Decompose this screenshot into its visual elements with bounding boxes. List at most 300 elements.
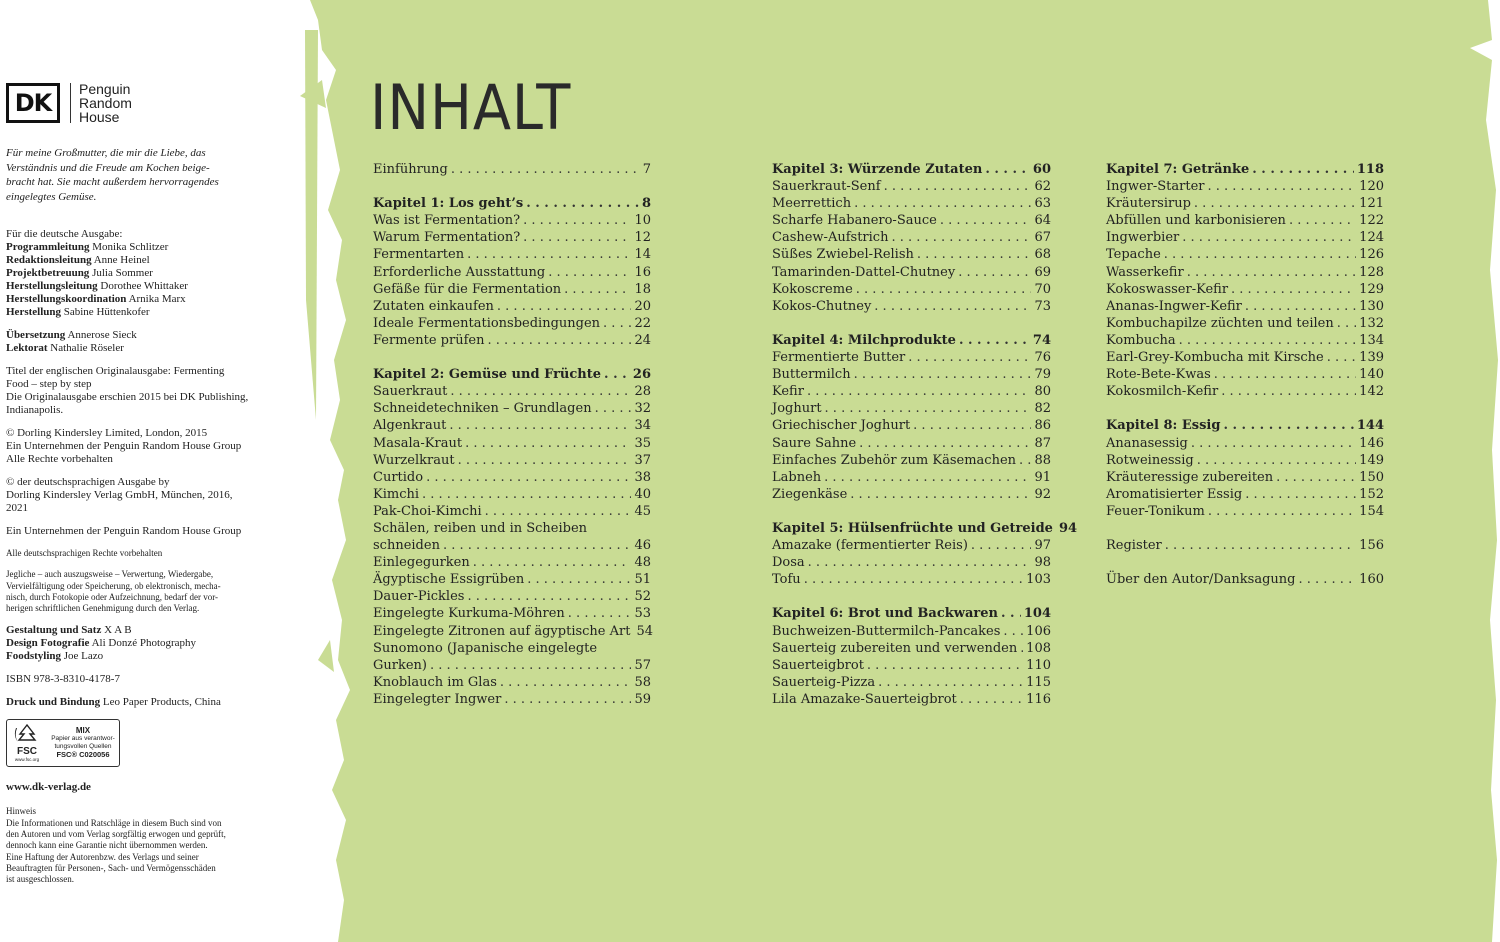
toc-page-number: 12 [634,230,651,246]
disclaimer-line: dennoch kann eine Garantie nicht übernommen werden. [6,840,208,851]
toc-entry-title: Curtido [373,469,424,485]
toc-page-number: 62 [1034,179,1051,195]
toc-entry-title: Dauer-Pickles [373,589,465,605]
toc-entry-title: Kapitel 5: Hülsenfrüchte und Getreide [772,520,1053,536]
dedication-line: Für meine Großmutter, die mir die Liebe, das [6,147,206,159]
toc-leader-dots [548,264,631,281]
toc-page-number: 104 [1023,606,1051,622]
toc-entry-title: Kapitel 1: Los geht’s [373,196,524,212]
info-line: Indianapolis. [6,404,64,416]
toc-entry-title: Kräuteressige zubereiten [1106,469,1274,485]
toc-entry [772,417,1051,434]
toc-entry [772,281,1051,298]
toc-page-number: 82 [1034,401,1051,417]
toc-entry [373,161,651,178]
toc-leader-dots [1208,503,1356,520]
toc-entry [373,623,651,640]
toc-leader-dots [884,178,1032,195]
original-title-info [6,365,281,417]
credit-line: Redaktionsleitung Anne Heinel [6,254,150,266]
toc-page-number: 144 [1356,418,1384,434]
toc-entry [772,435,1051,452]
toc-leader-dots [917,246,1032,263]
toc-entry [772,469,1051,486]
toc-leader-dots [1164,246,1356,263]
toc-entry-title: Kokoscreme [772,281,853,297]
toc-column-3 [1106,161,1384,588]
toc-entry [373,520,651,537]
toc-page-number: 80 [1034,384,1051,400]
toc-entry [1106,486,1384,503]
toc-page-number: 20 [634,298,651,314]
toc-page-number: 14 [634,247,651,263]
credit-line: Projektbetreuung Julia Sommer [6,267,153,279]
toc-entry [772,212,1051,229]
toc-entry-title: Wurzelkraut [373,452,455,468]
toc-page-number: 132 [1359,315,1384,331]
toc-page-number: 51 [634,572,651,588]
toc-page-number: 53 [634,606,651,622]
toc-entry-title: Warum Fermentation? [373,230,521,246]
toc-entry-title: Kräutersirup [1106,196,1191,212]
toc-entry [772,400,1051,417]
credit-line: Herstellungskoordination Arnika Marx [6,293,186,305]
toc-entry [1106,452,1384,469]
toc-entry-title: Zutaten einkaufen [373,298,494,314]
toc-page-number: 142 [1359,384,1384,400]
toc-leader-dots [1207,178,1356,195]
toc-entry [772,178,1051,195]
toc-leader-dots [808,554,1032,571]
toc-entry [772,623,1051,640]
toc-entry [373,640,651,657]
toc-leader-dots [940,212,1032,229]
toc-entry-title: Ideale Fermentationsbedingungen [373,315,601,331]
toc-entry-title: Eingelegter Ingwer [373,691,502,707]
toc-leader-dots [467,246,631,263]
toc-entry-title: Gefäße für die Fermentation [373,281,562,297]
toc-entry-title: Joghurt [772,401,822,417]
toc-leader-dots [1019,452,1031,469]
toc-chapter-heading [772,605,1051,622]
penguin-random-house-logo [79,82,132,124]
toc-entry-title: Einfaches Zubehör zum Käsemachen [772,452,1017,468]
toc-entry [772,571,1051,588]
toc-page-number: 64 [1034,213,1051,229]
toc-entry-title: Kapitel 8: Essig [1106,418,1221,434]
toc-page-number: 54 [636,623,653,639]
info-line: Dorling Kindersley Verlag GmbH, München, 2016, [6,489,233,501]
toc-entry [772,195,1051,212]
toc-entry [772,246,1051,263]
toc-chapter-heading [1106,417,1384,434]
fsc-site: www.fsc.org [14,757,40,763]
toc-chapter-heading [772,332,1051,349]
credit-line: Herstellungsleitung Dorothee Whittaker [6,280,188,292]
toc-page-number: 156 [1359,538,1384,554]
toc-entry [1106,537,1384,554]
copyright-de [6,476,281,515]
toc-leader-dots [1179,332,1357,349]
toc-entry [772,657,1051,674]
toc-entry-title: Kombuchapilze züchten und teilen [1106,315,1334,331]
disclaimer [6,806,281,885]
rights-line: Alle deutschsprachigen Rechte vorbehalten [6,548,163,558]
credit-line: Übersetzung Annerose Sieck [6,329,137,341]
toc-page-number: 59 [634,691,651,707]
toc-entry [1106,212,1384,229]
toc-leader-dots [959,332,1030,349]
fsc-line: Papier aus verantwor- [51,735,115,743]
toc-entry-title: Tofu [772,572,801,588]
toc-entry [1106,469,1384,486]
toc-page-number: 140 [1359,367,1384,383]
toc-page-number: 160 [1359,572,1384,588]
toc-leader-dots [985,161,1030,178]
toc-leader-dots [1214,366,1356,383]
copyright-uk [6,427,281,466]
fsc-label: FSC [17,746,37,758]
toc-page-number: 46 [634,538,651,554]
toc-page-number: 57 [634,657,651,673]
toc-page-number: 73 [1034,298,1051,314]
toc-leader-dots [458,452,632,469]
toc-entry [373,588,651,605]
disclaimer-title: Hinweis [6,806,36,817]
toc-entry-title: Kapitel 4: Milchprodukte [772,332,956,348]
toc-leader-dots [604,366,630,383]
toc-leader-dots [1223,417,1353,434]
toc-leader-dots [568,605,632,622]
disclaimer-line: Die Informationen und Ratschläge in diesem Buch sind von [6,817,222,828]
toc-entry-title: Buttermilch [772,367,851,383]
toc-entry [373,657,651,674]
toc-leader-dots [913,417,1031,434]
toc-chapter-heading [373,195,651,212]
info-line: Ein Unternehmen der Penguin Random House Group [6,440,242,452]
toc-entry-title: Fermentierte Butter [772,350,906,366]
toc-entry-title: Kimchi [373,486,420,502]
toc-page-number: 68 [1034,247,1051,263]
toc-page-number: 120 [1359,179,1384,195]
toc-entry [772,264,1051,281]
toc-page-number: 94 [1058,520,1078,536]
credit-line: Programmleitung Monika Schlitzer [6,241,169,253]
toc-leader-dots [891,229,1031,246]
toc-entry-title: Eingelegte Zitronen auf ägyptische Art [373,623,631,639]
fsc-mix: MIX [75,726,91,736]
toc-page-number: 76 [1034,350,1051,366]
toc-leader-dots [1327,349,1356,366]
toc-entry-title: Aromatisierter Essig [1106,486,1243,502]
toc-leader-dots [1003,623,1023,640]
toc-entry-title: Saure Sahne [772,435,857,451]
toc-entry-title: Sauerteig zubereiten und verwenden [772,640,1018,656]
toc-chapter-heading [1106,161,1384,178]
toc-page-number: 58 [634,674,651,690]
toc-leader-dots [449,417,631,434]
logo-line: Random [79,95,132,111]
toc-entry [1106,503,1384,520]
toc-spacer [772,503,1051,520]
fsc-line: tungsvollen Quellen [54,743,112,751]
toc-entry [373,264,651,281]
toc-page-number: 24 [634,332,651,348]
toc-entry-title: Ananasessig [1106,435,1188,451]
toc-page-number: 97 [1034,538,1051,554]
website-link: www.dk-verlag.de [6,781,91,794]
toc-page-number: 98 [1034,555,1051,571]
toc-page-number: 60 [1032,162,1051,177]
publisher-logo [6,80,281,126]
toc-leader-dots [430,657,631,674]
toc-leader-dots [856,281,1032,298]
toc-entry-title: Feuer-Tonikum [1106,503,1205,519]
toc-leader-dots [523,212,631,229]
toc-entry [1106,298,1384,315]
toc-entry-title: Pak-Choi-Kimchi [373,503,482,519]
toc-leader-dots [1289,212,1356,229]
info-line: Titel der englischen Originalausgabe: Fermenting [6,365,225,377]
toc-leader-dots [854,366,1032,383]
toc-entry-title: Dosa [772,555,805,571]
toc-entry-title: Erforderliche Ausstattung [373,264,546,280]
toc-page-number: 37 [634,452,651,468]
toc-entry [772,298,1051,315]
toc-page-number: 121 [1359,196,1384,212]
toc-entry-title: Rotweinessig [1106,452,1194,468]
toc-leader-dots [1252,161,1354,178]
toc-entry-title: Meerrettich [772,196,852,212]
toc-entry [1106,264,1384,281]
toc-entry-title: Ingwer-Starter [1106,179,1205,195]
credit-line: Herstellung Sabine Hüttenkofer [6,306,150,318]
toc-page-number: 129 [1359,281,1384,297]
toc-leader-dots [443,537,632,554]
toc-spacer [1106,520,1384,537]
toc-page-number: 92 [1034,486,1051,502]
toc-leader-dots [1182,229,1356,246]
toc-entry [373,554,651,571]
fsc-text [47,720,119,766]
toc-entry [373,605,651,622]
toc-entry [772,366,1051,383]
toc-entry-title: Cashew-Aufstrich [772,230,889,246]
toc-entry [373,503,651,520]
toc-leader-dots [958,264,1031,281]
isbn: ISBN 978-3-8310-4178-7 [6,673,120,686]
toc-page-number: 52 [634,589,651,605]
toc-page-number: 116 [1026,691,1051,707]
credit-line: Lektorat Nathalie Röseler [6,342,124,354]
toc-entry [373,315,651,332]
toc-entry [1106,435,1384,452]
toc-leader-dots [850,486,1031,503]
toc-page-number: 22 [634,315,651,331]
toc-chapter-heading [772,520,1078,537]
legal-notice [6,569,281,614]
toc-leader-dots [1337,315,1356,332]
fsc-code: FSC® C020056 [56,750,110,760]
toc-page-number: 74 [1032,332,1051,348]
toc-page-number: 18 [634,281,651,297]
toc-leader-dots [422,486,631,503]
toc-entry [373,691,651,708]
credit-line: Gestaltung und Satz X A B [6,624,132,637]
toc-entry-title: Kapitel 7: Getränke [1106,162,1250,177]
toc-entry-title: Kapitel 3: Würzende Zutaten [772,162,983,177]
dedication-line: Verständnis und die Freude am Kochen beige- [6,161,210,174]
german-edition-label: Für die deutsche Ausgabe: [6,228,123,240]
fsc-logo [7,720,47,766]
toc-entry-title: Sauerkraut [373,384,448,400]
toc-leader-dots [1245,486,1356,503]
german-edition-credits [6,228,281,319]
disclaimer-line: Eine Haftung der Autorenbzw. des Verlags und seiner [6,851,199,862]
toc-entry [772,486,1051,503]
toc-page-number: 86 [1034,418,1051,434]
toc-entry [373,674,651,691]
toc-entry-title: Gurken) [373,657,427,673]
toc-leader-dots [473,554,632,571]
legal-line: nisch, durch Fotokopie oder Aufzeichnung, bedarf der vor- [6,591,219,602]
fsc-badge [6,719,120,767]
toc-entry [772,349,1051,366]
toc-entry-title: Tamarinden-Dattel-Chutney [772,264,956,280]
dedication-line: eingelegtes Gemüse. [6,190,97,203]
toc-entry [373,452,651,469]
toc-page-number: 10 [634,213,651,229]
toc-page-number: 8 [641,196,651,212]
toc-entry-title: Fermente prüfen [373,332,485,348]
toc-page-number: 70 [1034,281,1051,297]
toc-entry-title: Griechischer Joghurt [772,418,911,434]
toc-leader-dots [824,469,1031,486]
toc-entry-title: Labneh [772,469,822,485]
toc-entry-title: Wasserkefir [1106,264,1184,280]
toc-entry [772,383,1051,400]
toc-entry [373,417,651,434]
toc-page-number: 88 [1034,452,1051,468]
toc-entry [1106,229,1384,246]
toc-entry [373,281,651,298]
toc-leader-dots [1245,298,1356,315]
toc-page-number: 69 [1034,264,1051,280]
toc-entry [772,554,1051,571]
toc-leader-dots [1191,435,1356,452]
toc-entry-title: Fermentarten [373,247,465,263]
toc-page-number: 35 [634,435,651,451]
toc-entry-title: Sunomono (Japanische eingelegte [373,640,598,656]
toc-leader-dots [564,281,631,298]
credit-line: Foodstyling Joe Lazo [6,650,104,663]
toc-leader-dots [487,332,631,349]
toc-page-number: 34 [634,418,651,434]
toc-entry-title: Kapitel 6: Brot und Backwaren [772,606,998,622]
toc-page-number: 45 [634,503,651,519]
toc-leader-dots [527,571,631,588]
toc-entry-title: Kokos-Chutney [772,298,872,314]
toc-leader-dots [1298,571,1356,588]
toc-page-number: 134 [1359,332,1384,348]
toc-leader-dots [465,435,631,452]
toc-entry-title: Schneidetechniken – Grundlagen [373,401,592,417]
toc-entry [1106,195,1384,212]
toc-page-number: 67 [1034,230,1051,246]
toc-entry-title: Schälen, reiben und in Scheiben [373,520,588,536]
toc-entry [373,246,651,263]
toc-page-number: 79 [1034,367,1051,383]
toc-entry [1106,315,1384,332]
toc-entry-title: Sauerkraut-Senf [772,179,881,195]
toc-entry-title: Earl-Grey-Kombucha mit Kirsche [1106,350,1324,366]
info-line: 2021 [6,502,28,514]
toc-leader-dots [451,161,640,178]
toc-page-number: 126 [1359,247,1384,263]
toc-leader-dots [1221,383,1356,400]
toc-entry-title: Kokosmilch-Kefir [1106,384,1219,400]
toc-leader-dots [500,674,632,691]
toc-entry-title: Ägyptische Essigrüben [373,572,525,588]
toc-leader-dots [1231,281,1356,298]
toc-page-number: 91 [1034,469,1051,485]
toc-spacer [1106,400,1384,417]
toc-entry-title: Kokoswasser-Kefir [1106,281,1229,297]
toc-entry-title: Rote-Bete-Kwas [1106,367,1211,383]
toc-entry-title: Abfüllen und karbonisieren [1106,213,1286,229]
legal-line: Vervielfältigung oder Speicherung, ob elektronisch, mecha- [6,580,221,591]
info-line: © der deutschsprachigen Ausgabe by [6,476,170,488]
toc-entry-title: Über den Autor/Danksagung [1106,572,1296,588]
toc-page-number: 139 [1359,350,1384,366]
toc-column-2 [772,161,1078,708]
toc-leader-dots [1001,605,1021,622]
toc-entry [1106,366,1384,383]
toc-spacer [772,315,1051,332]
toc-spacer [373,349,651,366]
toc-leader-dots [1020,640,1023,657]
imprint-column [6,80,281,886]
toc-entry [373,537,651,554]
toc-page-number: 118 [1356,162,1384,177]
company-line: Ein Unternehmen der Penguin Random House Group [6,525,242,537]
toc-leader-dots [426,469,631,486]
toc-entry [1106,571,1384,588]
info-line: Die Originalausgabe erschien 2015 bei DK Publishing, [6,391,249,403]
toc-entry [1106,246,1384,263]
toc-leader-dots [1276,469,1356,486]
toc-entry [373,298,651,315]
info-line: Food – step by step [6,378,92,390]
legal-line: herigen schriftlichen Genehmigung durch den Verlag. [6,603,200,614]
toc-entry-title: Kombucha [1106,332,1176,348]
toc-page-number: 128 [1359,264,1384,280]
toc-page-number: 63 [1034,196,1051,212]
toc-leader-dots [854,195,1031,212]
toc-entry-title: Eingelegte Kurkuma-Möhren [373,606,565,622]
disclaimer-line: den Autoren und vom Verlag sorgfältig erwogen und geprüft, [6,829,226,840]
toc-entry [772,640,1051,657]
toc-page-number: 152 [1359,486,1384,502]
toc-column-1 [373,161,651,708]
toc-leader-dots [497,298,632,315]
toc-leader-dots [485,503,632,520]
toc-entry-title: Scharfe Habanero-Sauce [772,213,937,229]
toc-entry-title: schneiden [373,538,440,554]
toc-entry-title: Süßes Zwiebel-Relish [772,247,914,263]
toc-entry [772,229,1051,246]
logo-line: House [79,109,120,125]
